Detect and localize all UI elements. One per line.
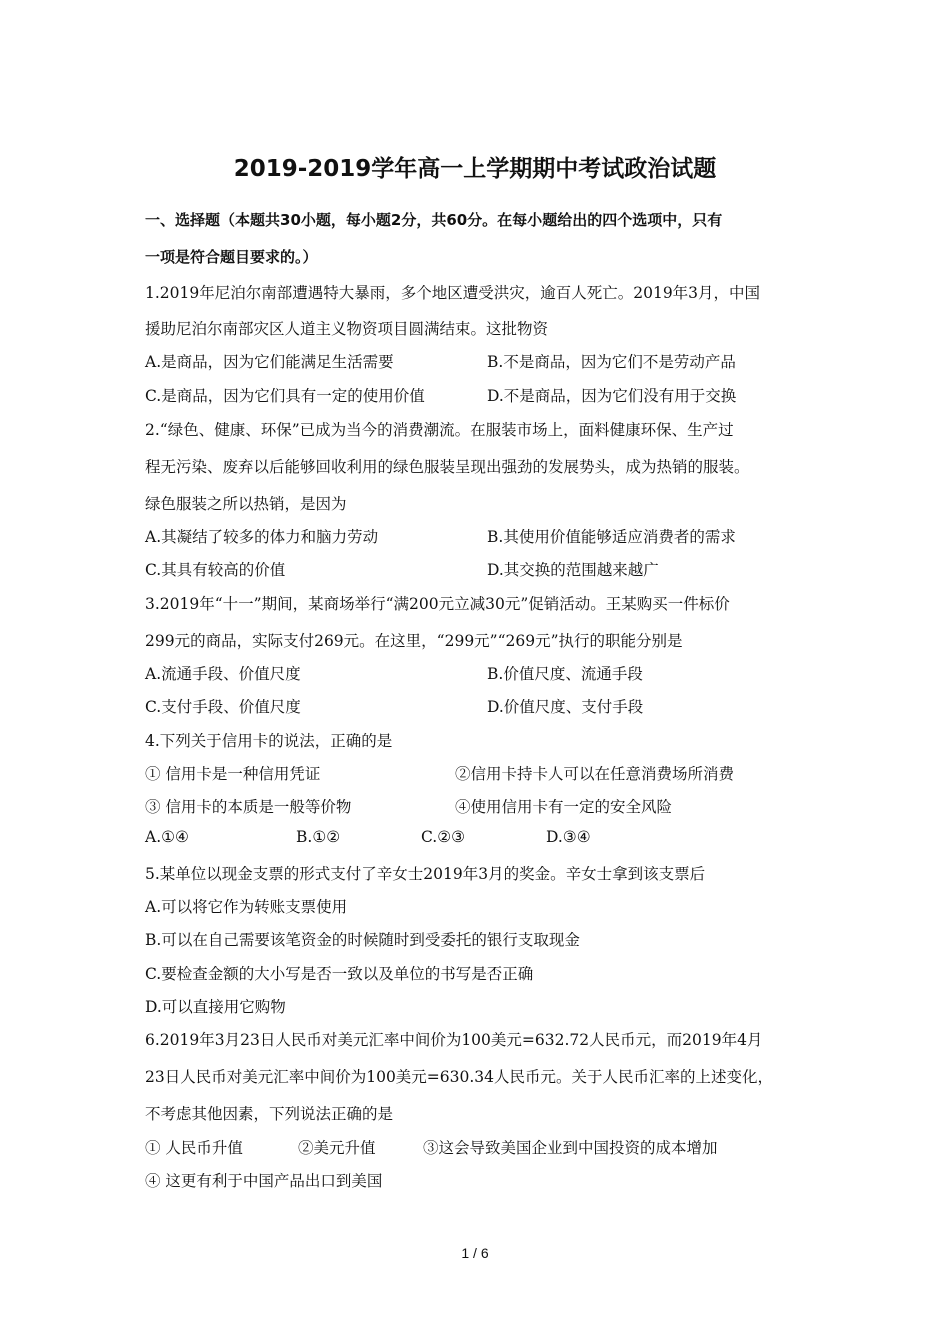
q2-option-b: B.其使用价值能够适应消费者的需求 (487, 528, 736, 546)
q5-option-a: A.可以将它作为转账支票使用 (145, 898, 348, 916)
q1-option-d: D.不是商品，因为它们没有用于交换 (487, 387, 737, 405)
q3-stem-line-2: 299元的商品，实际支付269元。在这里，“299元”“269元”执行的职能分别是 (145, 632, 683, 650)
q5-stem: 5.某单位以现金支票的形式支付了辛女士2019年3月的奖金。辛女士拿到该支票后 (145, 865, 706, 883)
q2-stem-line-2: 程无污染、废弃以后能够回收利用的绿色服装呈现出强劲的发展势头，成为热销的服装。 (145, 458, 750, 476)
q5-option-c: C.要检查金额的大小写是否一致以及单位的书写是否正确 (145, 965, 534, 983)
q3-option-a: A.流通手段、价值尺度 (145, 665, 301, 683)
q4-option-b: B.①② (296, 828, 341, 846)
q4-stem: 4.下列关于信用卡的说法，正确的是 (145, 732, 393, 750)
q2-option-c: C.其具有较高的价值 (145, 561, 286, 579)
q4-option-d: D.③④ (546, 828, 591, 846)
q6-stem-line-1: 6.2019年3月23日人民币对美元汇率中间价为100美元=632.72人民币元，而2019年4月 (145, 1031, 763, 1049)
q4-statement-4: ④使用信用卡有一定的安全风险 (455, 798, 673, 816)
q6-statement-3: ③这会导致美国企业到中国投资的成本增加 (423, 1139, 718, 1157)
q6-stem-line-2: 23日人民币对美元汇率中间价为100美元=630.34人民币元。关于人民币汇率的上述变化， (145, 1068, 774, 1086)
q6-statement-4: ④ 这更有利于中国产品出口到美国 (145, 1172, 383, 1190)
q4-statement-2: ②信用卡持卡人可以在任意消费场所消费 (455, 765, 735, 783)
q3-option-d: D.价值尺度、支付手段 (487, 698, 644, 716)
q6-stem-line-3: 不考虑其他因素，下列说法正确的是 (145, 1105, 394, 1123)
q2-option-a: A.其凝结了较多的体力和脑力劳动 (145, 528, 379, 546)
q1-stem-line-1: 1.2019年尼泊尔南部遭遇特大暴雨，多个地区遭受洪灾，逾百人死亡。2019年3月，中国 (145, 284, 761, 302)
q2-stem-line-3: 绿色服装之所以热销，是因为 (145, 495, 347, 513)
q1-option-b: B.不是商品，因为它们不是劳动产品 (487, 353, 736, 371)
q6-statement-1: ① 人民币升值 (145, 1139, 243, 1157)
q4-option-c: C.②③ (421, 828, 466, 846)
page-number: 1 / 6 (461, 1245, 489, 1261)
q6-statement-2: ②美元升值 (298, 1139, 376, 1157)
q4-statement-3: ③ 信用卡的本质是一般等价物 (145, 798, 352, 816)
q5-option-b: B.可以在自己需要该笔资金的时候随时到受委托的银行支取现金 (145, 931, 580, 949)
q4-statement-1: ① 信用卡是一种信用凭证 (145, 765, 321, 783)
q2-stem-line-1: 2.“绿色、健康、环保”已成为当今的消费潮流。在服装市场上，面料健康环保、生产过 (145, 421, 734, 439)
section-heading-line-2: 一项是符合题目要求的。） (145, 248, 318, 266)
q3-option-c: C.支付手段、价值尺度 (145, 698, 301, 716)
page-title: 2019-2019学年高一上学期期中考试政治试题 (233, 156, 717, 182)
q3-option-b: B.价值尺度、流通手段 (487, 665, 643, 683)
q3-stem-line-1: 3.2019年“十一”期间，某商场举行“满200元立减30元”促销活动。王某购买一件标价 (145, 595, 730, 613)
q1-stem-line-2: 援助尼泊尔南部灾区人道主义物资项目圆满结束。这批物资 (145, 320, 549, 338)
section-heading-line-1: 一、选择题（本题共30小题，每小题2分，共60分。在每小题给出的四个选项中，只有 (145, 211, 723, 229)
q4-option-a: A.①④ (145, 828, 189, 846)
q5-option-d: D.可以直接用它购物 (145, 998, 286, 1016)
q1-option-c: C.是商品，因为它们具有一定的使用价值 (145, 387, 425, 405)
q2-option-d: D.其交换的范围越来越广 (487, 561, 659, 579)
q1-option-a: A.是商品，因为它们能满足生活需要 (145, 353, 394, 371)
